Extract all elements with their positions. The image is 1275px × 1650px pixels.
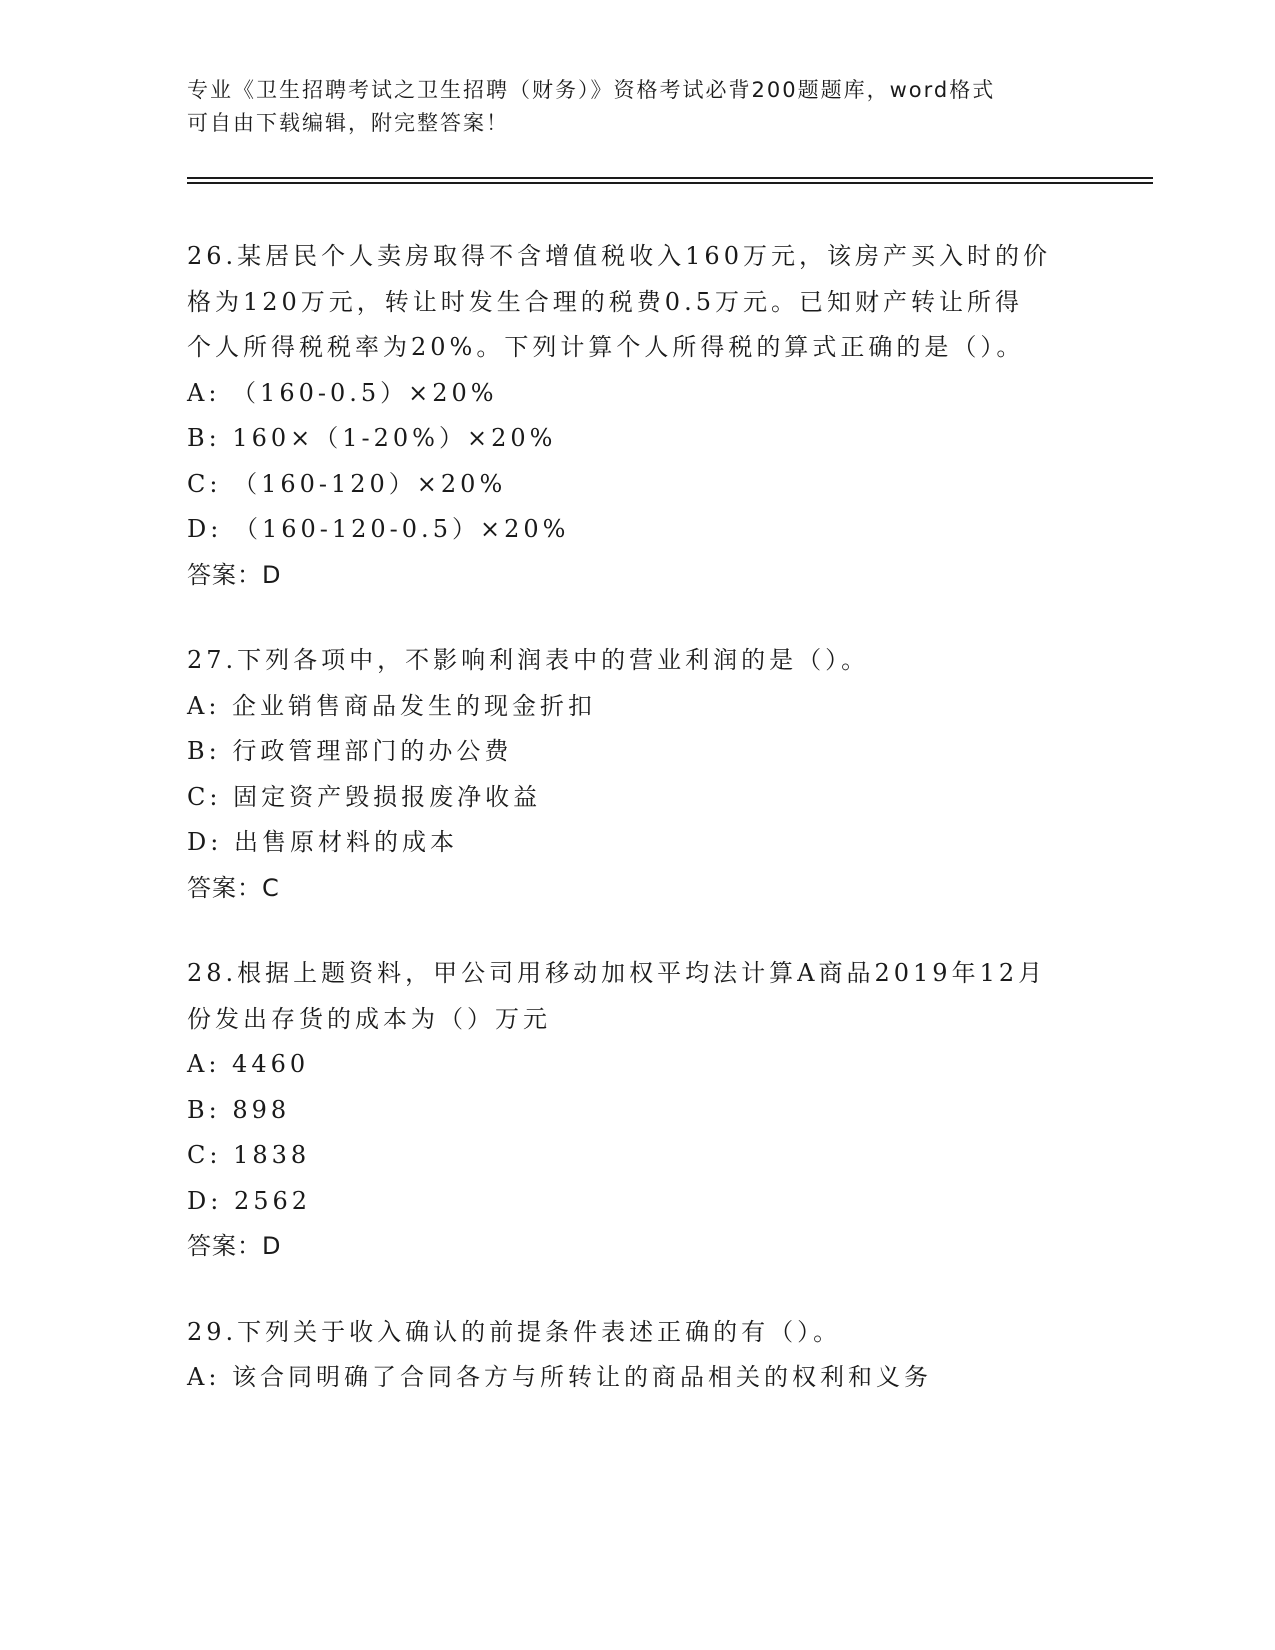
question-stem: [187, 234, 1087, 371]
question-list: [187, 234, 1087, 1441]
option-c: C: 固定资产毁损报废净收益: [187, 782, 542, 811]
question-27: [187, 638, 1087, 911]
header-divider-top: [187, 177, 1153, 179]
stem-line: 格为120万元，转让时发生合理的税费0.5万元。已知财产转让所得: [187, 287, 1023, 316]
question-stem: [187, 951, 1087, 1042]
question-26: [187, 234, 1087, 598]
answer-line: 答案：D: [187, 1232, 282, 1260]
option-a: A: 该合同明确了合同各方与所转让的商品相关的权利和义务: [187, 1363, 933, 1391]
question-29: [187, 1310, 1087, 1401]
option-b: B: 行政管理部门的办公费: [187, 737, 513, 765]
option-b: B: 160×（1-20%）×20%: [187, 424, 557, 452]
stem-line: 26.某居民个人卖房取得不含增值税收入160万元，该房产买入时的价: [187, 242, 1051, 270]
option-a: A: 企业销售商品发生的现金折扣: [187, 691, 597, 720]
question-stem: [187, 1310, 1087, 1356]
stem-line: 个人所得税税率为20%。下列计算个人所得税的算式正确的是（）。: [187, 333, 1025, 361]
option-b: B: 898: [187, 1095, 291, 1124]
answer-line: 答案：C: [187, 873, 280, 902]
document-header: [187, 74, 1067, 140]
question-stem: [187, 638, 1087, 684]
stem-line: 份发出存货的成本为（）万元: [187, 1004, 551, 1033]
option-c: C: 1838: [187, 1141, 311, 1169]
answer-line: 答案：D: [187, 560, 282, 589]
header-line-2: 可自由下载编辑，附完整答案！: [187, 111, 509, 135]
stem-line: 29.下列关于收入确认的前提条件表述正确的有（）。: [187, 1317, 842, 1346]
header-line-1: 专业《卫生招聘考试之卫生招聘（财务）》资格考试必背200题题库，word格式: [187, 78, 996, 102]
header-divider-bottom: [187, 182, 1153, 184]
option-d: D: 出售原材料的成本: [187, 828, 458, 856]
option-d: D: 2562: [187, 1186, 312, 1215]
option-c: C: （160-120）×20%: [187, 469, 507, 498]
option-d: D: （160-120-0.5）×20%: [187, 515, 570, 543]
stem-line: 27.下列各项中，不影响利润表中的营业利润的是（）。: [187, 646, 870, 674]
option-a: A: 4460: [187, 1050, 310, 1078]
question-28: [187, 951, 1087, 1270]
stem-line: 28.根据上题资料，甲公司用移动加权平均法计算A商品2019年12月: [187, 959, 1047, 987]
option-a: A: （160-0.5）×20%: [187, 378, 498, 407]
